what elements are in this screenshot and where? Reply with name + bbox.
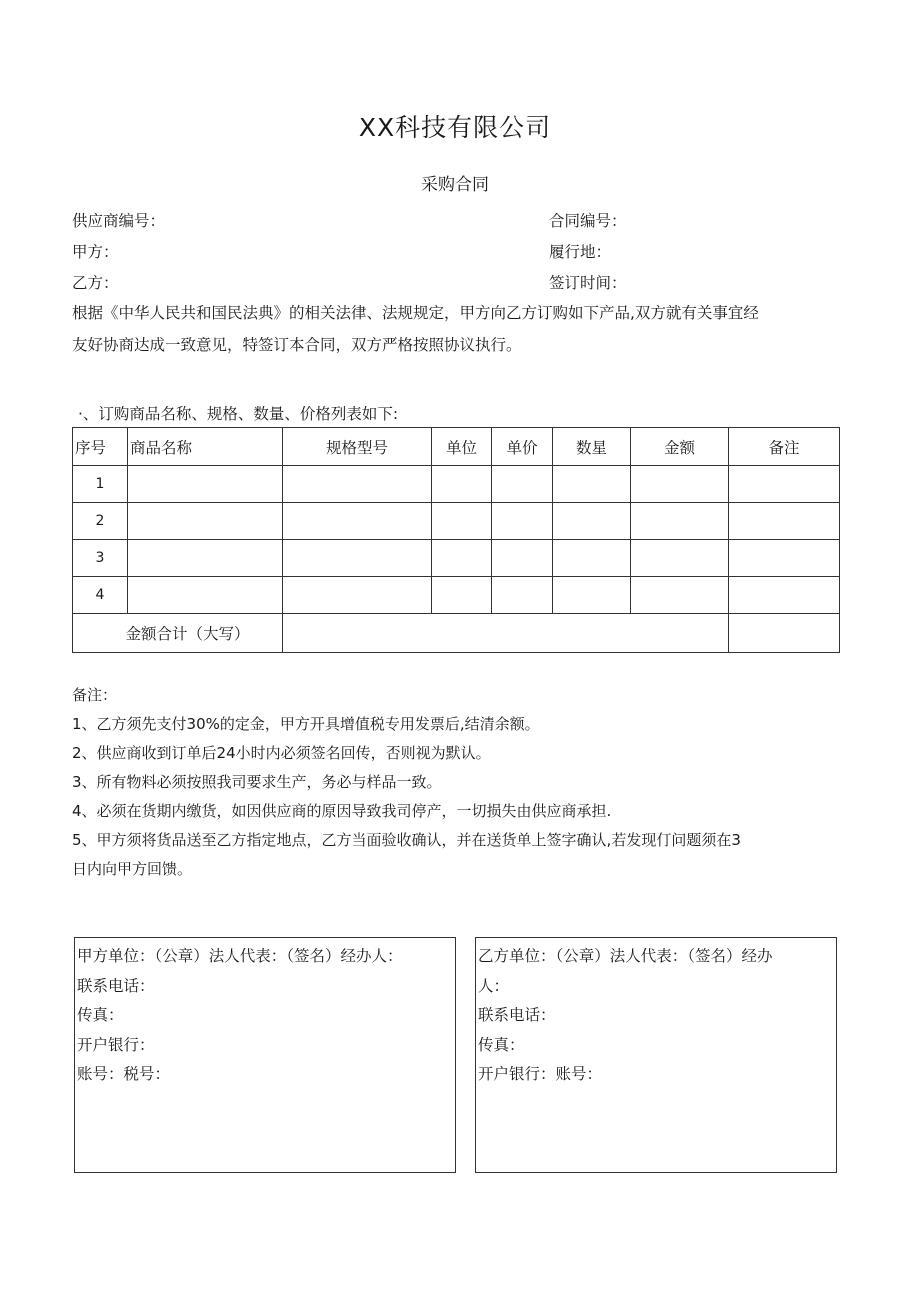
cell-remarks[interactable] [729,503,840,540]
cell-spec-model[interactable] [283,466,432,503]
party-b-fax-line: 传真： [478,1035,525,1054]
contract-number-label: 合同编号： [549,212,627,230]
note-item-2: 2、供应商收到订单后24小时内必须签名回传，否则视为默认。 [72,744,491,762]
cell-amount[interactable] [631,466,729,503]
intro-line-2: 友好协商达成一致意见，特签订本合同，双方严格按照协议执行。 [72,336,522,354]
cell-unit-price[interactable] [492,540,553,577]
table-row [73,503,840,540]
header-spec-model: 规格型号 [283,428,432,466]
table-row [73,577,840,614]
note-item-5-continued: 日内向甲方回馈。 [72,860,193,878]
party-b-phone-line: 联系电话： [478,1006,556,1024]
party-b-unit-line-continued: 人： [478,976,510,995]
party-b-unit-line: 乙方单位：（公章）法人代表：（签名）经办 [478,947,773,965]
sign-time-label: 签订时间： [549,274,627,292]
total-row [73,614,840,653]
row-number: 1 [73,466,128,503]
company-title: XX科技有限公司 [358,113,552,142]
note-item-5: 5、甲方须将货品送至乙方指定地点，乙方当面验收确认，并在送货单上签字确认,若发现仃问题须在3 [72,831,741,849]
cell-quantity[interactable] [553,540,631,577]
cell-amount[interactable] [631,540,729,577]
cell-product-name[interactable] [128,503,283,540]
party-b-label: 乙方： [72,274,119,292]
table-row [73,540,840,577]
performance-place-label: 履行地： [549,243,612,261]
header-quantity: 数星 [553,428,631,466]
header-serial: 序号 [73,428,128,466]
cell-unit[interactable] [432,540,492,577]
party-a-account-line: 账号：税号： [77,1065,171,1083]
notes-title: 备注： [72,686,118,704]
header-unit-price: 单价 [492,428,553,466]
cell-remarks[interactable] [729,540,840,577]
party-a-fax-line: 传真： [77,1006,124,1024]
note-item-4: 4、必须在货期内缴货，如因供应商的原因导致我司停产，一切损失由供应商承担. [72,802,612,820]
party-b-bank-account-line: 开户银行：账号： [478,1065,603,1083]
party-a-label: 甲方： [72,243,119,261]
cell-remarks[interactable] [729,577,840,614]
cell-spec-model[interactable] [283,577,432,614]
party-a-signature-box [74,937,456,1173]
note-item-3: 3、所有物料必须按照我司要求生产，务必与样品一致。 [72,773,442,791]
cell-amount[interactable] [631,503,729,540]
cell-quantity[interactable] [553,577,631,614]
supplier-number-label: 供应商编号： [72,212,166,230]
cell-unit[interactable] [432,503,492,540]
cell-unit[interactable] [432,577,492,614]
cell-product-name[interactable] [128,540,283,577]
cell-unit[interactable] [432,466,492,503]
cell-unit-price[interactable] [492,503,553,540]
cell-unit-price[interactable] [492,466,553,503]
header-unit: 单位 [432,428,492,466]
cell-quantity[interactable] [553,466,631,503]
goods-table [72,427,840,653]
header-amount: 金额 [631,428,729,466]
note-item-1: 1、乙方须先支付30%的定金，甲方开具增值税专用发票后,结清余额。 [72,715,540,733]
table-header-row [73,428,840,466]
document-title: 采购合同 [421,175,489,195]
row-number: 4 [73,577,128,614]
cell-unit-price[interactable] [492,577,553,614]
party-a-unit-line: 甲方单位：（公章）法人代表：（签名）经办人： [77,947,403,965]
party-a-bank-line: 开户银行： [77,1035,155,1054]
row-number: 2 [73,503,128,540]
cell-product-name[interactable] [128,577,283,614]
cell-total-remarks[interactable] [729,614,840,653]
cell-spec-model[interactable] [283,540,432,577]
cell-remarks[interactable] [729,466,840,503]
total-amount-label: 金额合计（大写） [73,614,283,653]
cell-total-amount[interactable] [283,614,729,653]
party-a-phone-line: 联系电话： [77,976,155,995]
row-number: 3 [73,540,128,577]
header-remarks: 备注 [729,428,840,466]
section-heading: ·、订购商品名称、规格、数量、价格列表如下: [78,405,399,423]
party-b-signature-box [475,937,837,1173]
cell-product-name[interactable] [128,466,283,503]
cell-spec-model[interactable] [283,503,432,540]
intro-line-1: 根据《中华人民共和国民法典》的相关法律、法规规定，甲方向乙方订购如下产品,双方就有关事宜经 [72,304,759,322]
cell-quantity[interactable] [553,503,631,540]
header-product-name: 商品名称 [128,428,283,466]
table-row [73,466,840,503]
cell-amount[interactable] [631,577,729,614]
